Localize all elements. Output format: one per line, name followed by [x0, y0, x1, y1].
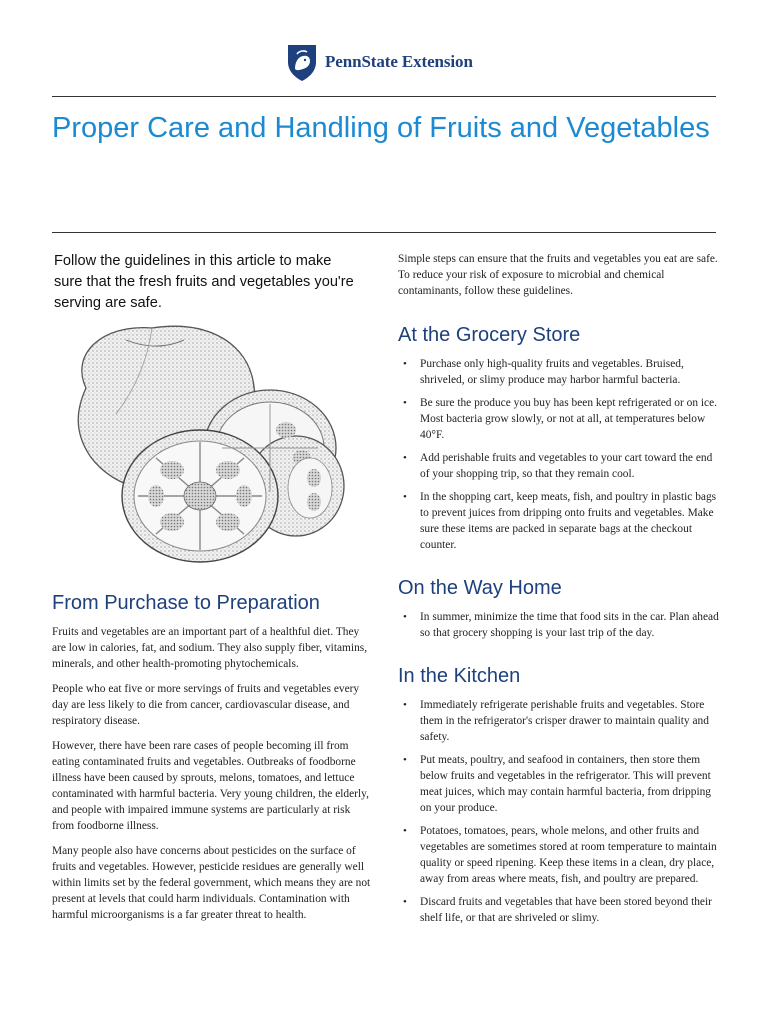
document-title: Proper Care and Handling of Fruits and Vegetables: [52, 112, 710, 144]
grocery-list: [398, 356, 720, 553]
body-paragraph: Fruits and vegetables are an important part of a healthful diet. They are low in calories, fat, and sodium. They also supply fiber, vitamins, minerals, and other health-promoting phytochemicals.: [52, 626, 368, 670]
list-item: • In summer, minimize the time that food sits in the car. Plan ahead so that grocery shopping is your last trip of the day.: [398, 609, 720, 641]
kitchen-list: [398, 697, 720, 926]
brand-name: PennState Extension: [325, 52, 473, 71]
list-item: • Add perishable fruits and vegetables to your cart toward the end of your shopping trip, so that they remain cool.: [398, 450, 720, 482]
section-heading-kitchen: In the Kitchen: [398, 665, 521, 687]
way-home-list: [398, 609, 720, 641]
section-heading-way-home: On the Way Home: [398, 577, 562, 599]
body-paragraph: However, there have been rare cases of people becoming ill from eating contaminated fruits and vegetables. Outbreaks of foodborne illness have been caused by sprouts, melons, tomatoes, and lettuce contaminated with harmful bacteria. Very young children, the elderly, and people with impaired immune systems are particularly at risk from foodborne illness.: [52, 740, 369, 832]
right-column: [398, 251, 720, 940]
body-paragraph: Many people also have concerns about pesticides on the surface of fruits and vegetables. However, pesticide residues are generally well within limits set by the federal government, which means they are not present at levels that could harm individuals. Contamination with harmful microorganisms is a far greater threat to health.: [52, 845, 371, 921]
list-item: • Discard fruits and vegetables that have been stored beyond their shelf life, or that are shriveled or slimy.: [398, 894, 720, 926]
tomato-illustration-icon: [56, 318, 346, 568]
left-column: [52, 590, 372, 932]
list-item: • Put meats, poultry, and seafood in containers, then store them below fruits and vegetables in the refrigerator. This will prevent meat juices, which may contain harmful bacteria, from dripping on your produce.: [398, 752, 720, 816]
top-divider: [52, 96, 716, 97]
list-item: • Potatoes, tomatoes, pears, whole melons, and other fruits and vegetables are sometimes stored at room temperature to maintain quality or speed ripening. Keep these items in a clean, dry place, away from areas where meats, fish, and poultry are prepared.: [398, 823, 720, 887]
list-item: • In the shopping cart, keep meats, fish, and poultry in plastic bags to prevent juices from dripping onto fruits and vegetables. Make sure these items are packed in separate bags at the checkout counter.: [398, 489, 720, 553]
pennstate-extension-logo[interactable]: [286, 42, 473, 82]
body-paragraph: People who eat five or more servings of fruits and vegetables every day are less likely to die from cancer, cardiovascular disease, and respiratory disease.: [52, 683, 360, 727]
lead-paragraph: Follow the guidelines in this article to make sure that the fresh fruits and vegetables you're serving are safe.: [54, 253, 354, 311]
list-item: • Purchase only high-quality fruits and vegetables. Bruised, shriveled, or slimy produce may harbor harmful bacteria.: [398, 356, 720, 388]
section-heading-purchase: From Purchase to Preparation: [52, 592, 320, 614]
section-heading-grocery: At the Grocery Store: [398, 324, 581, 346]
nittany-lion-shield-icon: [286, 42, 318, 82]
list-item: • Immediately refrigerate perishable fruits and vegetables. Store them in the refrigerator's crisper drawer to maintain quality and safety.: [398, 697, 720, 745]
intro-paragraph: Simple steps can ensure that the fruits and vegetables you eat are safe. To reduce your risk of exposure to microbial and chemical contaminants, follow these guidelines.: [398, 253, 718, 297]
title-divider: [52, 232, 716, 233]
list-item: • Be sure the produce you buy has been kept refrigerated or on ice. Most bacteria grow slowly, or not at all, at temperatures below 40°F.: [398, 395, 720, 443]
